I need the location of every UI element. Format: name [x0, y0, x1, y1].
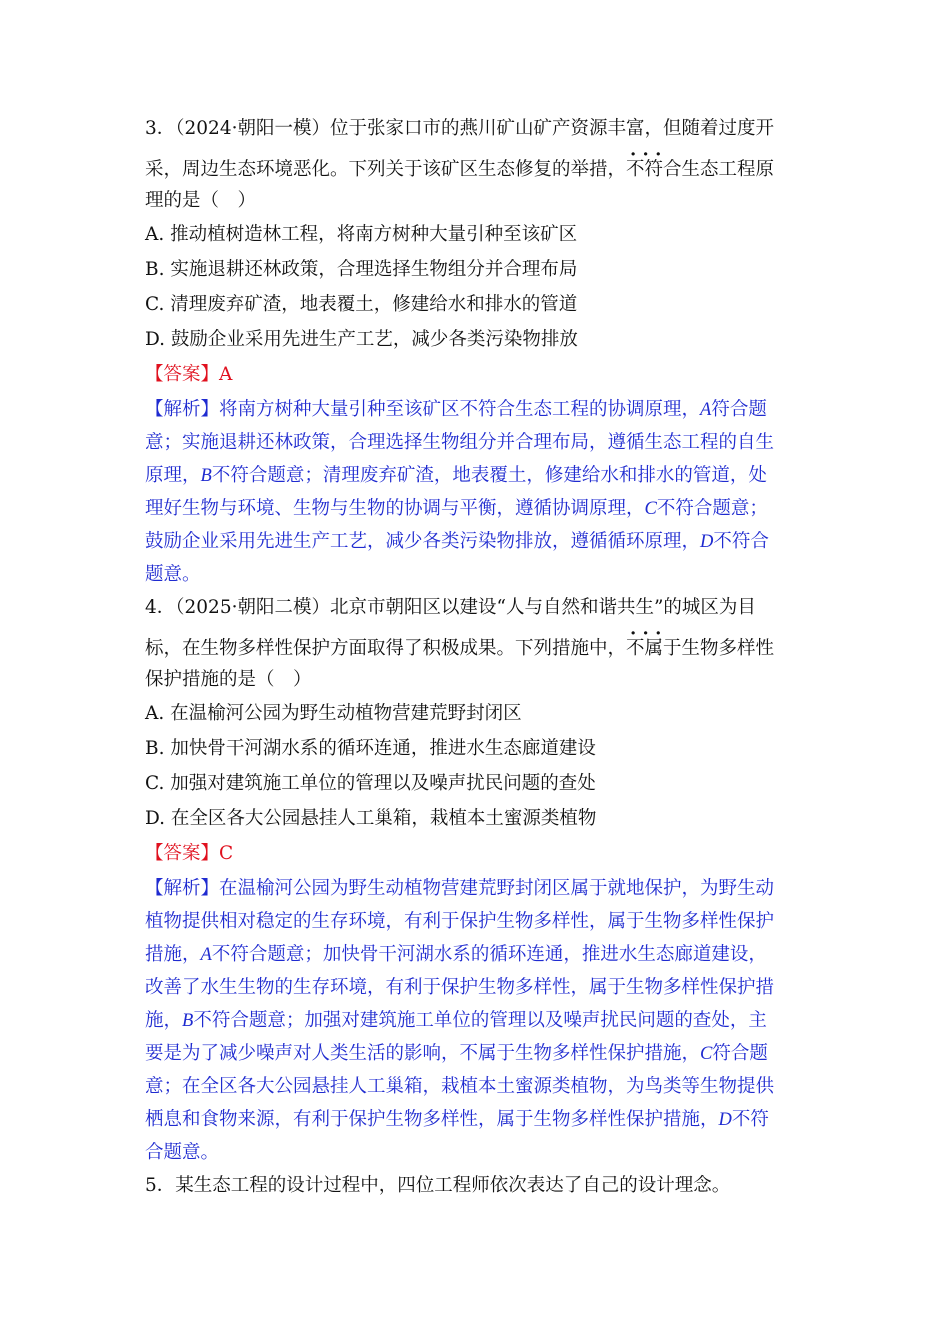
q3-analysis-line-1: 【解析】将南方树种大量引种至该矿区不符合生态工程的协调原理，A符合题	[145, 399, 767, 420]
q3-analysis-line-4: 理好生物与环境、生物与生物的协调与平衡，遵循协调原理，C不符合题意；	[145, 498, 768, 519]
q4-stem-line-2: 标，在生物多样性保护方面取得了积极成果。下列措施中，· · · 不属于生物多样性	[145, 636, 774, 662]
q3-analysis-line-6: 题意。	[145, 564, 201, 585]
q3-stem-line-1: 3．（2024·朝阳一模）位于张家口市的燕川矿山矿产资源丰富，但随着过度开	[145, 118, 774, 139]
q3-analysis-line-2: 意；实施退耕还林政策，合理选择生物组分并合理布局，遵循生态工程的自生	[145, 432, 775, 453]
q4-analysis-line-2: 植物提供相对稳定的生存环境，有利于保护生物多样性，属于生物多样性保护	[145, 911, 775, 932]
q4-option-d: D. 在全区各大公园悬挂人工巢箱，栽植本土蜜源类植物	[145, 808, 597, 829]
q3-analysis-line-3: 原理，B不符合题意；清理废弃矿渣，地表覆土，修建给水和排水的管道，处	[145, 465, 767, 486]
q3-option-b: B. 实施退耕还林政策，合理选择生物组分并合理布局	[145, 259, 578, 280]
q4-analysis-line-5: 施，B不符合题意；加强对建筑施工单位的管理以及噪声扰民问题的查处，主	[145, 1010, 767, 1031]
q4-analysis-line-4: 改善了水生生物的生存环境，有利于保护生物多样性，属于生物多样性保护措	[145, 977, 775, 998]
q4-analysis-line-8: 栖息和食物来源，有利于保护生物多样性，属于生物多样性保护措施，D不符	[145, 1109, 769, 1130]
q3-analysis-line-5: 鼓励企业采用先进生产工艺，减少各类污染物排放，遵循循环原理，D不符合	[145, 531, 769, 552]
q4-option-c: C. 加强对建筑施工单位的管理以及噪声扰民问题的查处	[145, 773, 596, 794]
q3-stem-line-3: 理的是（ ）	[145, 190, 257, 211]
q4-analysis-line-9: 合题意。	[145, 1142, 220, 1163]
q5-stem-line-1: 5．某生态工程的设计过程中，四位工程师依次表达了自己的设计理念。	[145, 1175, 731, 1196]
q3-option-d: D. 鼓励企业采用先进生产工艺，减少各类污染物排放	[145, 329, 578, 350]
q4-analysis-line-3: 措施，A不符合题意；加快骨干河湖水系的循环连通，推进水生态廊道建设，	[145, 944, 767, 965]
q4-option-a: A. 在温榆河公园为野生动植物营建荒野封闭区	[145, 703, 522, 724]
q3-emphasis: · · · 不符合	[626, 157, 682, 183]
q3-option-a: A. 推动植树造林工程，将南方树种大量引种至该矿区	[145, 224, 578, 245]
q3-answer: 【答案】A	[145, 364, 233, 385]
q4-analysis-line-6: 要是为了减少噪声对人类生活的影响，不属于生物多样性保护措施，C符合题	[145, 1043, 768, 1064]
q3-stem-line-2: 采，周边生态环境恶化。下列关于该矿区生态修复的举措，· · · 不符合生态工程原	[145, 157, 774, 183]
q4-stem-line-1: 4．（2025·朝阳二模）北京市朝阳区以建设“人与自然和谐共生”的城区为目	[145, 597, 756, 618]
q4-analysis-line-1: 【解析】在温榆河公园为野生动植物营建荒野封闭区属于就地保护，为野生动	[145, 878, 775, 899]
q4-stem-line-3: 保护措施的是（ ）	[145, 669, 312, 690]
q4-answer: 【答案】C	[145, 843, 234, 864]
q3-option-c: C. 清理废弃矿渣，地表覆土，修建给水和排水的管道	[145, 294, 578, 315]
q4-emphasis: · · · 不属于	[626, 636, 682, 662]
q4-analysis-line-7: 意；在全区各大公园悬挂人工巢箱，栽植本土蜜源类植物，为鸟类等生物提供	[145, 1076, 775, 1097]
q4-option-b: B. 加快骨干河湖水系的循环连通，推进水生态廊道建设	[145, 738, 596, 759]
